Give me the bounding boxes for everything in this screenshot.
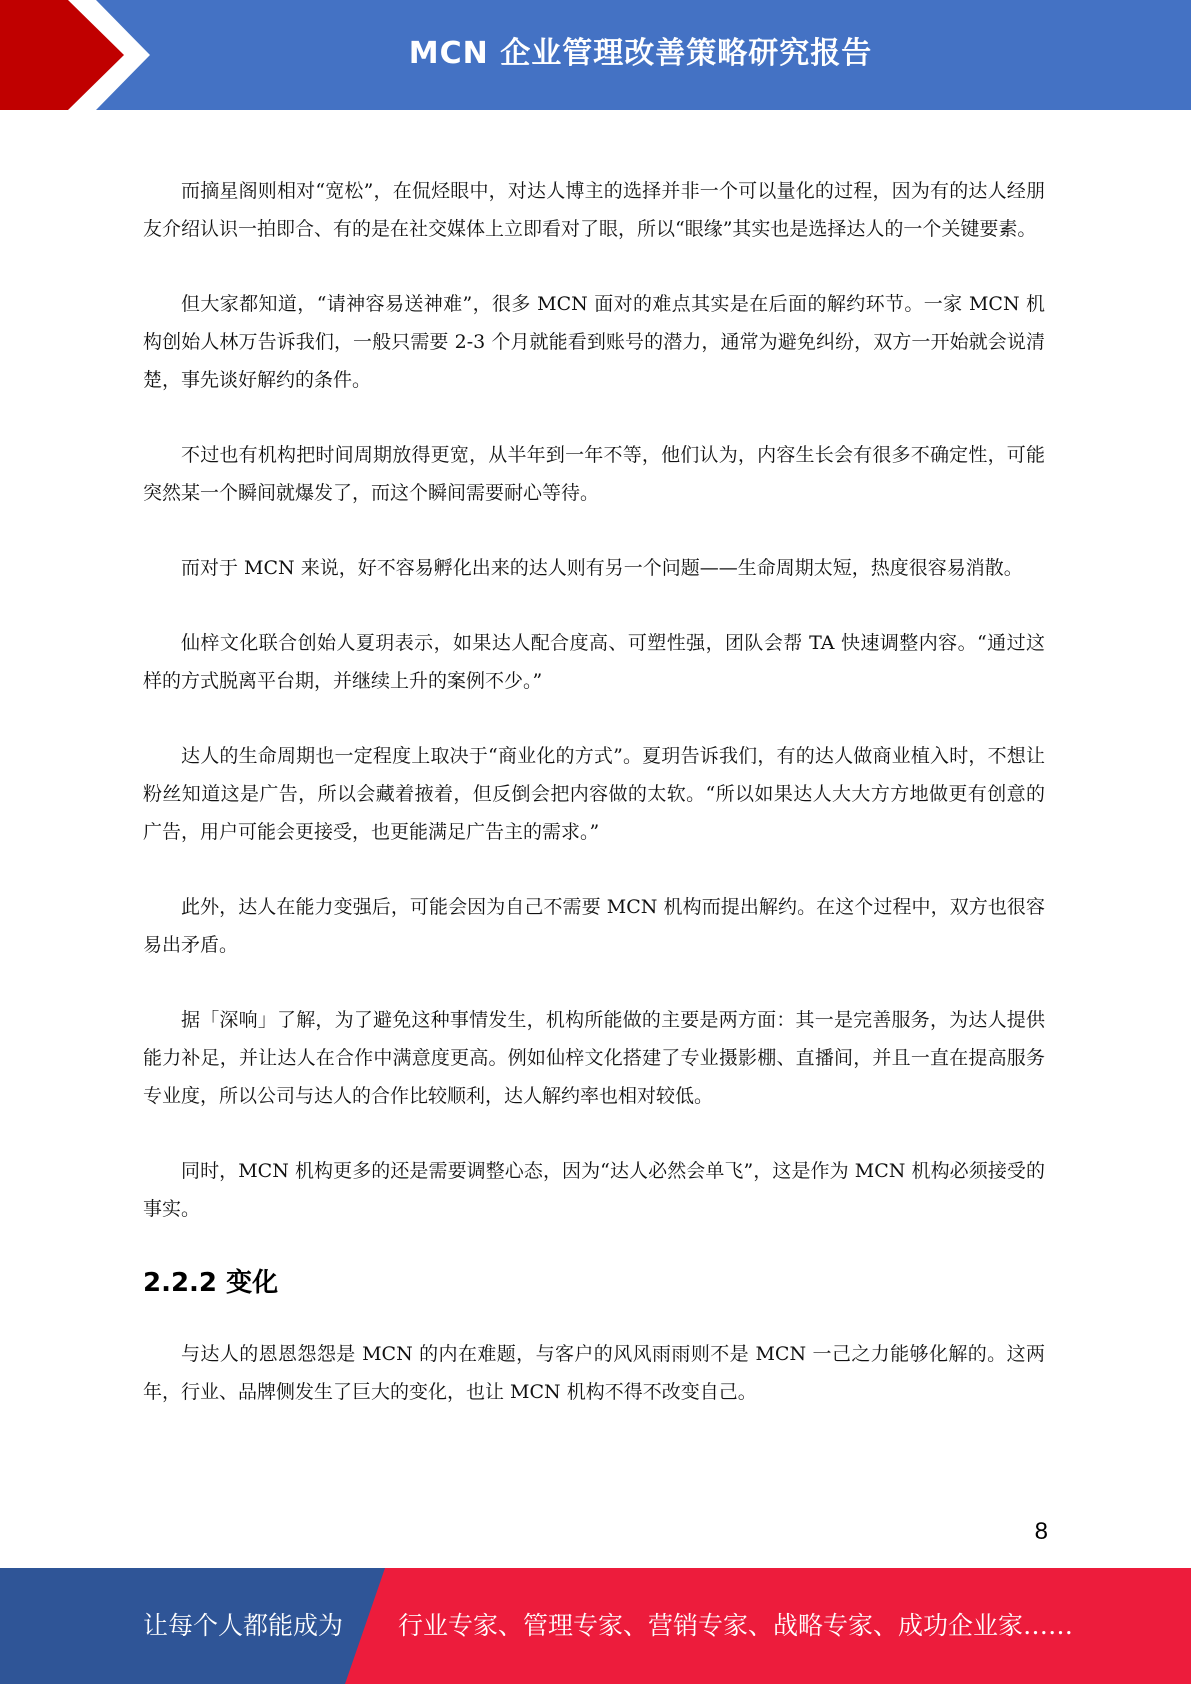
paragraph: 达人的生命周期也一定程度上取决于“商业化的方式”。夏玥告诉我们，有的达人做商业植入时，不想让粉丝知道这是广告，所以会藏着掖着，但反倒会把内容做的太软。“所以如果达人大大方方地做更有创意的广告，用户可能会更接受，也更能满足广告主的需求。”	[143, 745, 1045, 843]
document-title: MCN 企业管理改善策略研究报告	[408, 36, 873, 71]
page-footer	[0, 1568, 1191, 1684]
paragraph: 不过也有机构把时间周期放得更宽，从半年到一年不等，他们认为，内容生长会有很多不确定性，可能突然某一个瞬间就爆发了，而这个瞬间需要耐心等待。	[143, 444, 1045, 504]
paragraph: 但大家都知道，“请神容易送神难”，很多 MCN 面对的难点其实是在后面的解约环节。一家 MCN 机构创始人林万告诉我们，一般只需要 2-3 个月就能看到账号的潜力，通常为避免纠纷，双方一开始就会说清楚，事先谈好解约的条件。	[143, 293, 1045, 391]
page-body	[143, 172, 1045, 1448]
section-heading: 2.2.2 变化	[143, 1268, 279, 1298]
paragraph: 而对于 MCN 来说，好不容易孵化出来的达人则有另一个问题——生命周期太短，热度很容易消散。	[181, 557, 1023, 579]
footer-slogan-right: 行业专家、管理专家、营销专家、战略专家、成功企业家……	[398, 1611, 1074, 1640]
paragraph: 仙梓文化联合创始人夏玥表示，如果达人配合度高、可塑性强，团队会帮 TA 快速调整内容。“通过这样的方式脱离平台期，并继续上升的案例不少。”	[143, 632, 1045, 692]
paragraph: 而摘星阁则相对“宽松”，在侃烃眼中，对达人博主的选择并非一个可以量化的过程，因为有的达人经朋友介绍认识一拍即合、有的是在社交媒体上立即看对了眼，所以“眼缘”其实也是选择达人的一个关键要素。	[143, 180, 1045, 240]
paragraph: 与达人的恩恩怨怨是 MCN 的内在难题，与客户的风风雨雨则不是 MCN 一己之力能够化解的。这两年，行业、品牌侧发生了巨大的变化，也让 MCN 机构不得不改变自己。	[143, 1343, 1045, 1403]
paragraph: 此外，达人在能力变强后，可能会因为自己不需要 MCN 机构而提出解约。在这个过程中，双方也很容易出矛盾。	[143, 896, 1045, 956]
paragraph: 同时，MCN 机构更多的还是需要调整心态，因为“达人必然会单飞”，这是作为 MCN 机构必须接受的事实。	[143, 1160, 1045, 1220]
paragraph: 据「深响」了解，为了避免这种事情发生，机构所能做的主要是两方面：其一是完善服务，为达人提供能力补足，并让达人在合作中满意度更高。例如仙梓文化搭建了专业摄影棚、直播间，并且一直在提高服务专业度，所以公司与达人的合作比较顺利，达人解约率也相对较低。	[143, 1009, 1045, 1107]
page-number: 8	[1034, 1518, 1048, 1545]
page-header	[0, 0, 1191, 110]
footer-slogan-left: 让每个人都能成为	[143, 1611, 344, 1640]
